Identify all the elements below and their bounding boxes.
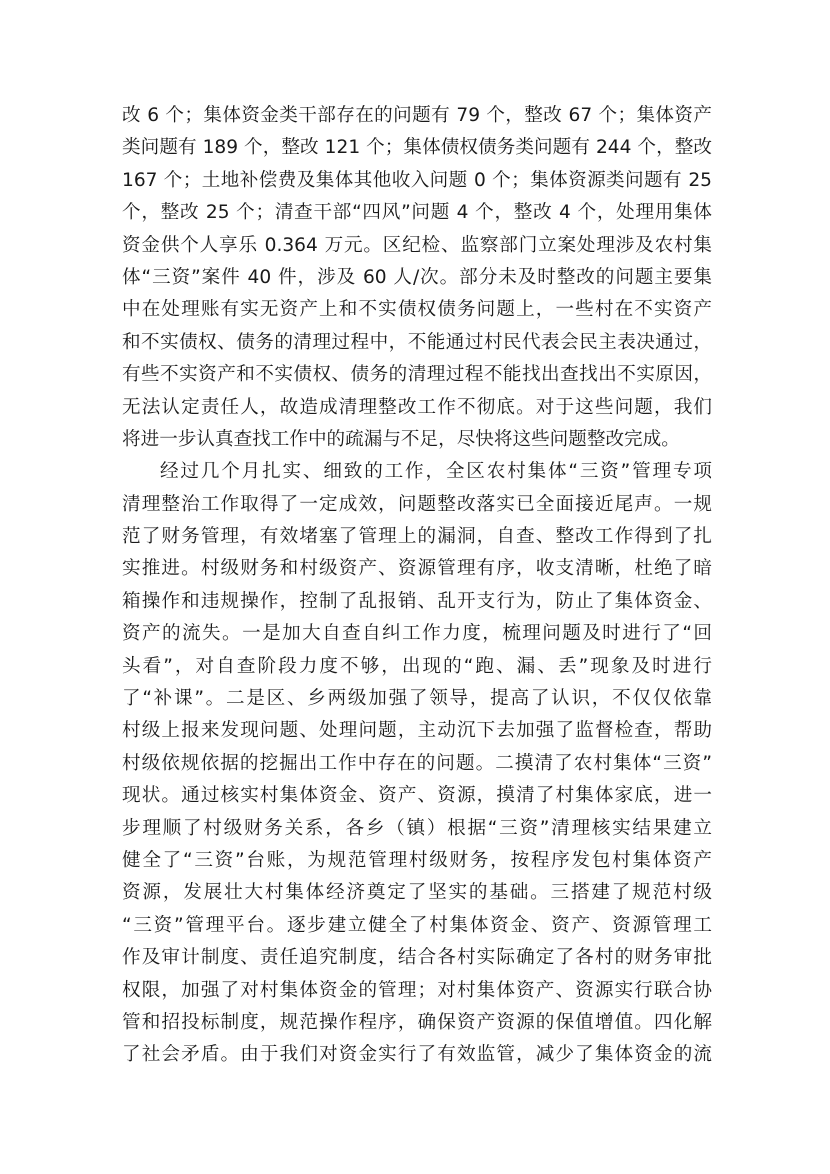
document-body <box>122 100 712 1072</box>
text-line: 箱操作和违规操作，控制了乱报销、乱开支行为，防止了集体资金、 <box>122 590 712 612</box>
text-line: 清理整治工作取得了一定成效，问题整改落实已全面接近尾声。一规 <box>122 493 712 515</box>
text-line: 资产的流失。一是加大自查自纠工作力度，梳理问题及时进行了“回 <box>122 623 712 645</box>
text-line: 管和招投标制度，规范操作程序，确保资产资源的保值增值。四化解 <box>122 1011 712 1033</box>
text-line: 个，整改 25 个；清查干部“四风”问题 4 个，整改 4 个，处理用集体 <box>122 202 712 224</box>
text-line: 作及审计制度、责任追究制度，结合各村实际确定了各村的财务审批 <box>122 947 712 969</box>
text-line: 村级上报来发现问题、处理问题，主动沉下去加强了监督检查，帮助 <box>122 720 712 742</box>
text-line: 头看”，对自查阶段力度不够，出现的“跑、漏、丢”现象及时进行 <box>122 655 712 677</box>
text-line: 资金供个人享乐 0.364 万元。区纪检、监察部门立案处理涉及农村集 <box>122 234 712 256</box>
text-line: 权限，加强了对村集体资金的管理；对村集体资产、资源实行联合协 <box>122 979 712 1001</box>
text-line: 了“补课”。二是区、乡两级加强了领导，提高了认识，不仅仅依靠 <box>122 688 712 710</box>
text-line: 现状。通过核实村集体资金、资产、资源，摸清了村集体家底，进一 <box>122 785 712 807</box>
text-line: 资源，发展壮大村集体经济奠定了坚实的基础。三搭建了规范村级 <box>122 882 712 904</box>
text-line: 步理顺了村级财务关系，各乡（镇）根据“三资”清理核实结果建立 <box>122 817 712 839</box>
paragraph-start-line: 经过几个月扎实、细致的工作，全区农村集体“三资”管理专项 <box>160 461 712 483</box>
text-line: 无法认定责任人，故造成清理整改工作不彻底。对于这些问题，我们 <box>122 396 712 418</box>
text-line: 健全了“三资”台账，为规范管理村级财务，按程序发包村集体资产 <box>122 849 712 871</box>
text-line: 有些不实资产和不实债权、债务的清理过程不能找出查找出不实原因， <box>122 364 712 386</box>
text-line: 将进一步认真查找工作中的疏漏与不足，尽快将这些问题整改完成。 <box>122 428 680 450</box>
text-line: 改 6 个；集体资金类干部存在的问题有 79 个，整改 67 个；集体资产 <box>122 105 712 126</box>
text-line: 中在处理账有实无资产上和不实债权债务问题上，一些村在不实资产 <box>122 299 712 321</box>
text-line: 了社会矛盾。由于我们对资金实行了有效监管，减少了集体资金的流 <box>122 1044 712 1066</box>
text-line: 类问题有 189 个，整改 121 个；集体债权债务类问题有 244 个，整改 <box>122 137 712 159</box>
text-line: 实推进。村级财务和村级资产、资源管理有序，收支清晰，杜绝了暗 <box>122 558 712 580</box>
text-line: 167 个；土地补偿费及集体其他收入问题 0 个；集体资源类问题有 25 <box>122 169 712 191</box>
text-line: 和不实债权、债务的清理过程中，不能通过村民代表会民主表决通过， <box>122 331 712 353</box>
text-line: 体“三资”案件 40 件，涉及 60 人/次。部分未及时整改的问题主要集 <box>122 266 712 288</box>
text-line: 范了财务管理，有效堵塞了管理上的漏洞，自查、整改工作得到了扎 <box>122 526 712 548</box>
text-line: “三资”管理平台。逐步建立健全了村集体资金、资产、资源管理工 <box>122 914 712 936</box>
text-line: 村级依规依据的挖掘出工作中存在的问题。二摸清了农村集体“三资” <box>122 752 712 774</box>
